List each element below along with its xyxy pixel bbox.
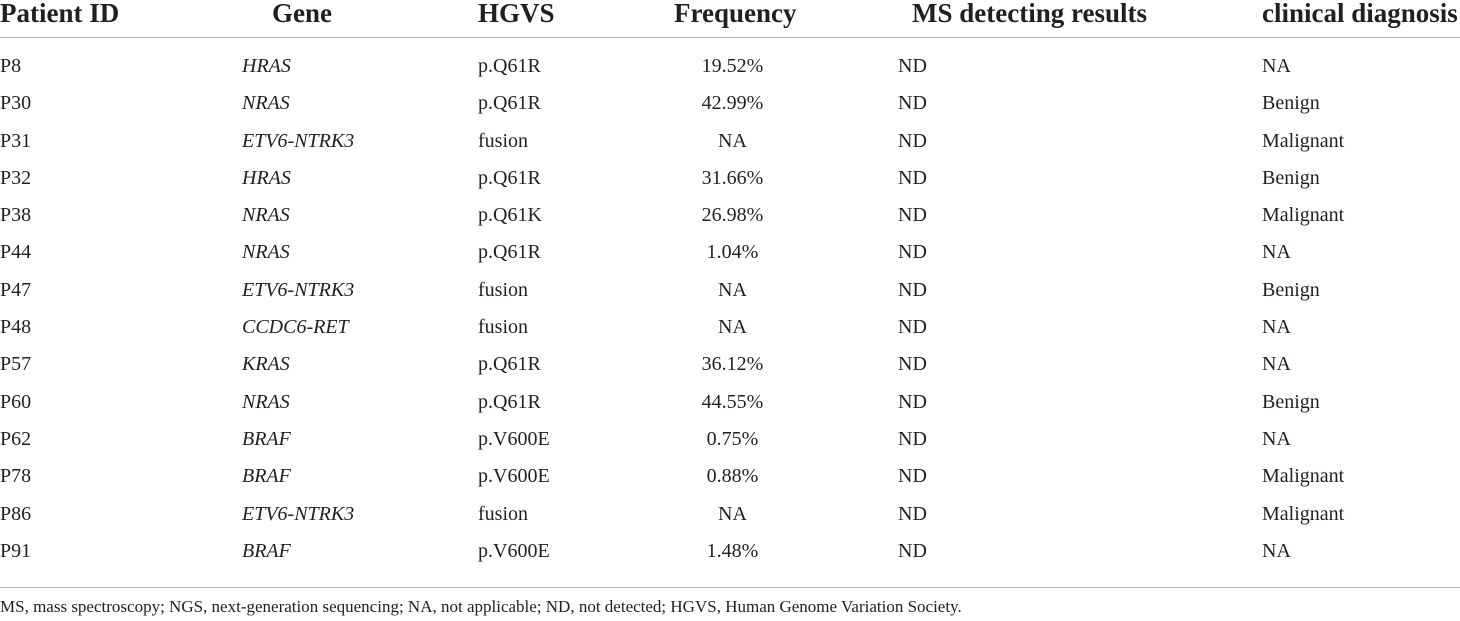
cell-frequency: 31.66% <box>701 166 764 189</box>
cell-patient-id: P30 <box>0 92 32 115</box>
table-row <box>0 85 1460 122</box>
header-gene: Gene <box>272 0 332 28</box>
table-row <box>0 496 1460 533</box>
cell-hgvs: p.Q61R <box>478 353 541 376</box>
cell-hgvs: fusion <box>478 278 528 301</box>
cell-clinical-diagnosis: Benign <box>1262 166 1320 189</box>
cell-frequency: NA <box>718 502 747 525</box>
cell-frequency: NA <box>718 129 747 152</box>
table-row <box>0 48 1460 85</box>
cell-gene: HRAS <box>242 166 291 189</box>
cell-ms-result: ND <box>898 204 927 227</box>
cell-hgvs: p.Q61R <box>478 390 541 413</box>
cell-clinical-diagnosis: Benign <box>1262 92 1320 115</box>
cell-ms-result: ND <box>898 390 927 413</box>
cell-gene: BRAF <box>242 539 291 562</box>
cell-gene: ETV6-NTRK3 <box>242 502 355 525</box>
table-row <box>0 533 1460 570</box>
table-row <box>0 346 1460 383</box>
cell-frequency: 0.75% <box>706 427 759 450</box>
table-row <box>0 197 1460 234</box>
cell-clinical-diagnosis: NA <box>1262 539 1291 562</box>
cell-clinical-diagnosis: NA <box>1262 55 1291 77</box>
cell-patient-id: P8 <box>0 55 22 77</box>
cell-patient-id: P38 <box>0 204 32 227</box>
cell-ms-result: ND <box>898 55 927 77</box>
cell-frequency: NA <box>718 316 747 339</box>
header-patient-id: Patient ID <box>0 0 120 28</box>
cell-clinical-diagnosis: NA <box>1262 241 1291 264</box>
cell-ms-result: ND <box>898 427 927 450</box>
cell-clinical-diagnosis: NA <box>1262 353 1291 376</box>
cell-patient-id: P78 <box>0 465 32 488</box>
cell-patient-id: P60 <box>0 390 32 413</box>
table-footnote: MS, mass spectroscopy; NGS, next-generation sequencing; NA, not applicable; ND, not detected; HGVS, Human Genome Variation Society. <box>0 597 962 616</box>
header-divider <box>0 37 1460 38</box>
cell-patient-id: P86 <box>0 502 32 525</box>
cell-hgvs: p.V600E <box>478 539 550 562</box>
table-row <box>0 309 1460 346</box>
table-row <box>0 272 1460 309</box>
cell-hgvs: fusion <box>478 502 528 525</box>
cell-hgvs: p.Q61R <box>478 55 541 77</box>
cell-clinical-diagnosis: NA <box>1262 316 1291 339</box>
cell-frequency: 0.88% <box>706 465 759 488</box>
cell-clinical-diagnosis: NA <box>1262 427 1291 450</box>
cell-gene: NRAS <box>242 204 290 227</box>
cell-hgvs: fusion <box>478 316 528 339</box>
table-row <box>0 421 1460 458</box>
cell-frequency: 42.99% <box>701 92 764 115</box>
header-frequency: Frequency <box>674 0 797 28</box>
cell-gene: NRAS <box>242 390 290 413</box>
table-body <box>0 48 1460 570</box>
cell-patient-id: P62 <box>0 427 32 450</box>
table-row <box>0 384 1460 421</box>
cell-hgvs: p.Q61R <box>478 166 541 189</box>
cell-hgvs: p.V600E <box>478 465 550 488</box>
cell-frequency: 1.48% <box>706 539 759 562</box>
cell-gene: NRAS <box>242 92 290 115</box>
table-row <box>0 234 1460 271</box>
cell-clinical-diagnosis: Malignant <box>1262 465 1345 488</box>
cell-patient-id: P91 <box>0 539 32 562</box>
cell-hgvs: p.Q61K <box>478 204 542 227</box>
header-ms-results: MS detecting results <box>912 0 1147 28</box>
cell-ms-result: ND <box>898 502 927 525</box>
cell-frequency: 1.04% <box>706 241 759 264</box>
cell-patient-id: P48 <box>0 316 32 339</box>
cell-frequency: 36.12% <box>701 353 764 376</box>
cell-ms-result: ND <box>898 278 927 301</box>
cell-frequency: 26.98% <box>701 204 764 227</box>
header-hgvs: HGVS <box>478 0 555 28</box>
table-row <box>0 458 1460 495</box>
cell-ms-result: ND <box>898 92 927 115</box>
cell-gene: BRAF <box>242 427 291 450</box>
cell-frequency: 44.55% <box>701 390 764 413</box>
cell-ms-result: ND <box>898 241 927 264</box>
cell-clinical-diagnosis: Benign <box>1262 278 1320 301</box>
cell-clinical-diagnosis: Benign <box>1262 390 1320 413</box>
cell-patient-id: P47 <box>0 278 32 301</box>
cell-ms-result: ND <box>898 166 927 189</box>
cell-gene: BRAF <box>242 465 291 488</box>
cell-hgvs: p.V600E <box>478 427 550 450</box>
cell-ms-result: ND <box>898 129 927 152</box>
cell-frequency: NA <box>718 278 747 301</box>
cell-patient-id: P32 <box>0 166 32 189</box>
cell-ms-result: ND <box>898 465 927 488</box>
cell-hgvs: p.Q61R <box>478 241 541 264</box>
cell-gene: HRAS <box>242 55 291 77</box>
cell-patient-id: P57 <box>0 353 32 376</box>
cell-hgvs: p.Q61R <box>478 92 541 115</box>
cell-clinical-diagnosis: Malignant <box>1262 502 1345 525</box>
cell-frequency: 19.52% <box>701 55 764 77</box>
cell-clinical-diagnosis: Malignant <box>1262 204 1345 227</box>
cell-ms-result: ND <box>898 539 927 562</box>
table-row <box>0 160 1460 197</box>
table-header <box>0 0 1460 37</box>
cell-gene: CCDC6-RET <box>242 316 349 339</box>
header-clinical-diagnosis: clinical diagnosis <box>1262 0 1458 28</box>
cell-clinical-diagnosis: Malignant <box>1262 129 1345 152</box>
cell-patient-id: P44 <box>0 241 32 264</box>
cell-gene: ETV6-NTRK3 <box>242 278 355 301</box>
cell-patient-id: P31 <box>0 129 32 152</box>
cell-hgvs: fusion <box>478 129 528 152</box>
cell-ms-result: ND <box>898 353 927 376</box>
table-bottom-divider <box>0 587 1460 588</box>
cell-gene: NRAS <box>242 241 290 264</box>
cell-gene: ETV6-NTRK3 <box>242 129 355 152</box>
cell-ms-result: ND <box>898 316 927 339</box>
cell-gene: KRAS <box>242 353 290 376</box>
table-row <box>0 123 1460 160</box>
